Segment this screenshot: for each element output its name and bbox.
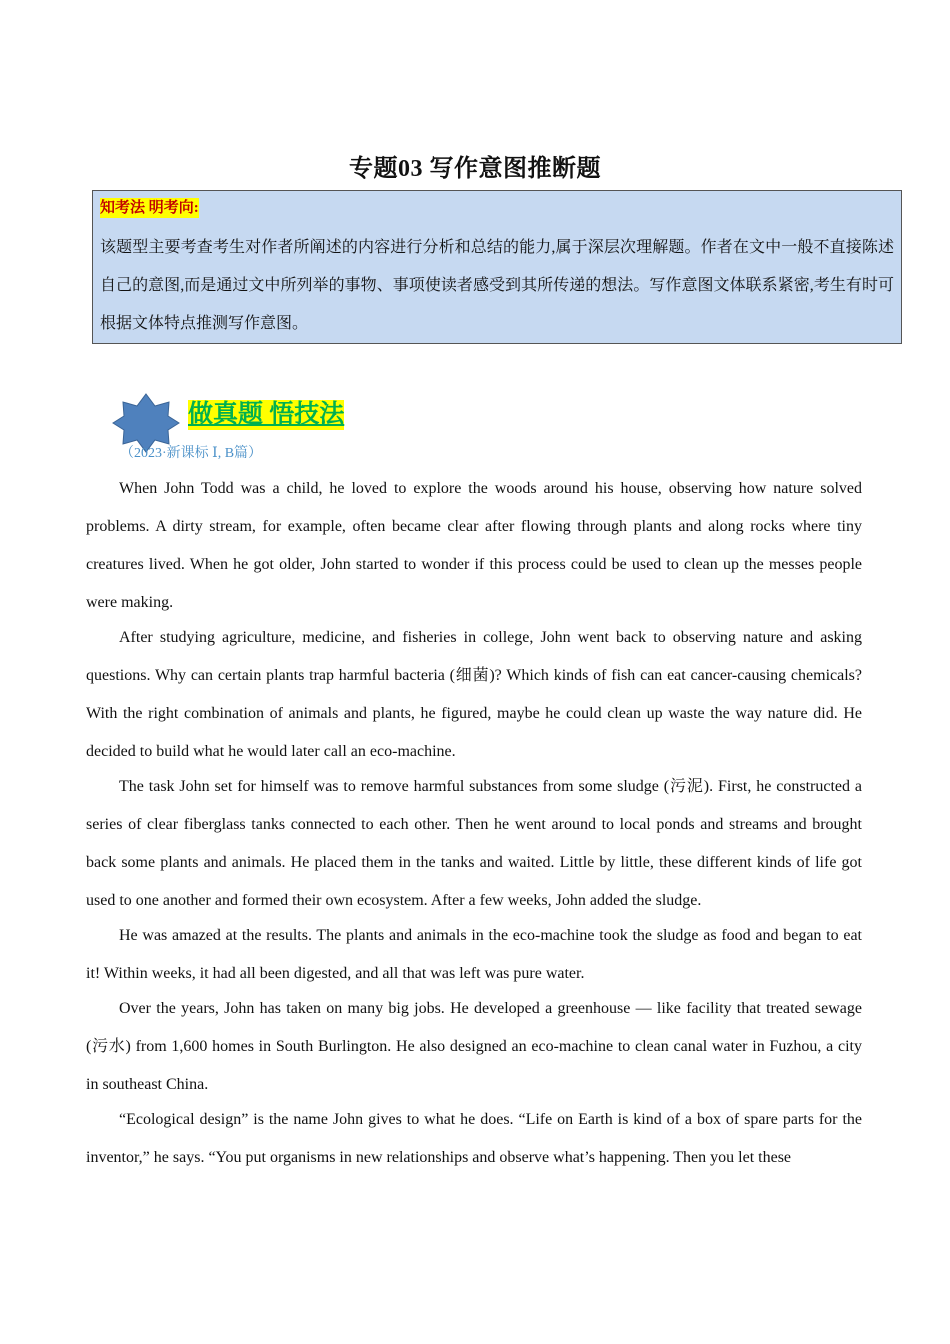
article-paragraph: “Ecological design” is the name John gives to what he does. “Life on Earth is kind of a box of spare parts for the inventor,” he says. “You put organisms in new relationships and observe what’s happening. Then you let these	[86, 1111, 862, 1166]
article-paragraph: When John Todd was a child, he loved to explore the woods around his house, observing how nature solved problems. A dirty stream, for example, often became clear after flowing through plants and along rocks where tiny creatures lived. When he got older, John started to wonder if this process could be used to clean up the messes people were making.	[86, 480, 862, 611]
article-paragraph: Over the years, John has taken on many big jobs. He developed a greenhouse — like facility that treated sewage (污水) from 1,600 homes in South Burlington. He also designed an eco-machine to clean canal water in Fuzhou, a city in southeast China.	[86, 1000, 862, 1093]
tip-heading: 知考法 明考向:	[100, 200, 199, 216]
article-paragraph: After studying agriculture, medicine, and fisheries in college, John went back to observing nature and asking questions. Why can certain plants trap harmful bacteria (细菌)? Which kinds of fish can eat cancer-causing chemicals? With the right combination of animals and plants, he figured, maybe he could clean up waste the way nature did. He decided to build what he would later call an eco-machine.	[86, 629, 862, 760]
source-citation: （2023·新课标 Ⅰ, B篇）	[120, 446, 263, 461]
article-paragraph: He was amazed at the results. The plants and animals in the eco-machine took the sludge as food and began to eat it! Within weeks, it had all been digested, and all that was left was pure water.	[86, 927, 862, 982]
tip-text: 该题型主要考查考生对作者所阐述的内容进行分析和总结的能力,属于深层次理解题。作者在文中一般不直接陈述自己的意图,而是通过文中所列举的事物、事项使读者感受到其所传递的想法。写作意图文体联系紧密,考生有时可根据文体特点推测写作意图。	[100, 239, 894, 332]
page-title: 专题03 写作意图推断题	[349, 156, 601, 182]
section-title: 做真题 悟技法	[188, 401, 345, 428]
article-paragraph: The task John set for himself was to remove harmful substances from some sludge (污泥). First, he constructed a series of clear fiberglass tanks connected to each other. Then he went around to local ponds and streams and brought back some plants and animals. He placed them in the tanks and waited. Little by little, these different kinds of life got used to one another and formed their own ecosystem. After a few weeks, John added the sludge.	[86, 778, 862, 909]
article-body	[86, 470, 862, 1174]
tip-box	[92, 190, 902, 344]
